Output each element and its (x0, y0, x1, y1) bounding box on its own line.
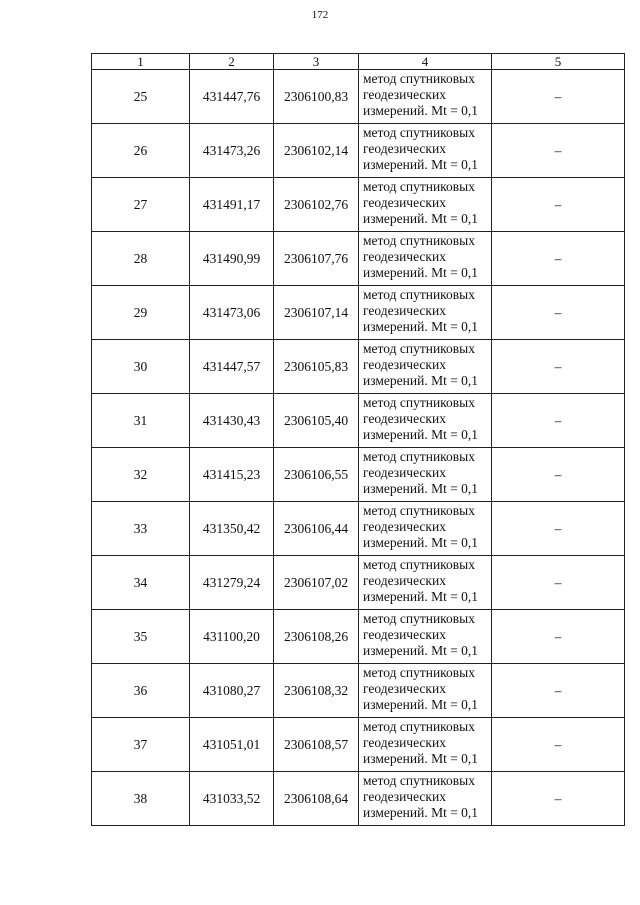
method-text-line: геодезических (363, 681, 446, 696)
method-text-line: измерений. Mt = 0,1 (363, 103, 479, 118)
table-row (92, 448, 625, 502)
table-row (92, 70, 625, 124)
method-text-line: геодезических (363, 141, 446, 156)
point-number-cell: 31 (92, 394, 190, 448)
point-number-cell: 37 (92, 718, 190, 772)
table-row (92, 286, 625, 340)
coordinate-y-cell: 2306100,83 (274, 70, 359, 124)
method-cell (359, 502, 492, 556)
table-row (92, 718, 625, 772)
point-number-cell: 35 (92, 610, 190, 664)
method-text-line: измерений. Mt = 0,1 (363, 805, 479, 820)
method-text-line: метод спутниковых (363, 557, 475, 572)
method-text-line: геодезических (363, 357, 446, 372)
method-text-line: геодезических (363, 789, 446, 804)
method-text-line: метод спутниковых (363, 719, 475, 734)
extra-cell: – (492, 502, 625, 556)
extra-cell: – (492, 718, 625, 772)
method-text-line: геодезических (363, 195, 446, 210)
coordinate-y-cell: 2306105,40 (274, 394, 359, 448)
method-cell (359, 124, 492, 178)
method-cell (359, 772, 492, 826)
extra-cell: – (492, 448, 625, 502)
extra-cell: – (492, 178, 625, 232)
table-row (92, 772, 625, 826)
method-cell (359, 556, 492, 610)
coordinate-y-cell: 2306108,26 (274, 610, 359, 664)
table-row (92, 178, 625, 232)
page-number: 172 (311, 9, 329, 21)
method-text-line: измерений. Mt = 0,1 (363, 643, 479, 658)
extra-cell: – (492, 286, 625, 340)
method-cell (359, 340, 492, 394)
method-text-line: геодезических (363, 87, 446, 102)
coordinate-y-cell: 2306107,14 (274, 286, 359, 340)
point-number-cell: 34 (92, 556, 190, 610)
table-row (92, 394, 625, 448)
method-cell (359, 718, 492, 772)
method-text-line: метод спутниковых (363, 665, 475, 680)
extra-cell: – (492, 394, 625, 448)
method-text-line: измерений. Mt = 0,1 (363, 265, 479, 280)
method-text-line: измерений. Mt = 0,1 (363, 373, 479, 388)
coordinate-x-cell: 431415,23 (190, 448, 274, 502)
coordinate-y-cell: 2306102,14 (274, 124, 359, 178)
method-text-line: измерений. Mt = 0,1 (363, 751, 479, 766)
table-row (92, 232, 625, 286)
method-cell (359, 394, 492, 448)
coordinate-y-cell: 2306108,57 (274, 718, 359, 772)
coordinate-x-cell: 431491,17 (190, 178, 274, 232)
coordinate-x-cell: 431473,06 (190, 286, 274, 340)
method-cell (359, 286, 492, 340)
method-text-line: метод спутниковых (363, 773, 475, 788)
method-text-line: измерений. Mt = 0,1 (363, 697, 479, 712)
method-text-line: геодезических (363, 249, 446, 264)
coordinate-y-cell: 2306108,32 (274, 664, 359, 718)
coordinate-x-cell: 431447,57 (190, 340, 274, 394)
method-cell (359, 610, 492, 664)
method-text-line: измерений. Mt = 0,1 (363, 589, 479, 604)
column-header-x: 2 (190, 54, 274, 70)
column-header-extra: 5 (492, 54, 625, 70)
method-text-line: геодезических (363, 627, 446, 642)
method-text-line: метод спутниковых (363, 449, 475, 464)
coordinate-y-cell: 2306107,76 (274, 232, 359, 286)
point-number-cell: 30 (92, 340, 190, 394)
method-text-line: метод спутниковых (363, 125, 475, 140)
method-cell (359, 664, 492, 718)
coordinate-x-cell: 431033,52 (190, 772, 274, 826)
method-cell (359, 178, 492, 232)
coordinate-x-cell: 431350,42 (190, 502, 274, 556)
coordinate-y-cell: 2306106,55 (274, 448, 359, 502)
method-text-line: измерений. Mt = 0,1 (363, 211, 479, 226)
method-text-line: метод спутниковых (363, 341, 475, 356)
method-text-line: геодезических (363, 519, 446, 534)
column-header-y: 3 (274, 54, 359, 70)
point-number-cell: 32 (92, 448, 190, 502)
coordinate-y-cell: 2306105,83 (274, 340, 359, 394)
method-text-line: геодезических (363, 735, 446, 750)
coordinate-y-cell: 2306108,64 (274, 772, 359, 826)
point-number-cell: 28 (92, 232, 190, 286)
extra-cell: – (492, 556, 625, 610)
point-number-cell: 27 (92, 178, 190, 232)
point-number-cell: 38 (92, 772, 190, 826)
coordinate-x-cell: 431430,43 (190, 394, 274, 448)
table-header-row (92, 54, 625, 70)
coordinate-x-cell: 431080,27 (190, 664, 274, 718)
point-number-cell: 26 (92, 124, 190, 178)
method-text-line: метод спутниковых (363, 233, 475, 248)
method-text-line: геодезических (363, 573, 446, 588)
extra-cell: – (492, 124, 625, 178)
method-text-line: метод спутниковых (363, 503, 475, 518)
method-text-line: геодезических (363, 465, 446, 480)
table-row (92, 610, 625, 664)
method-text-line: измерений. Mt = 0,1 (363, 319, 479, 334)
coordinate-y-cell: 2306102,76 (274, 178, 359, 232)
method-text-line: метод спутниковых (363, 71, 475, 86)
extra-cell: – (492, 232, 625, 286)
coordinate-x-cell: 431100,20 (190, 610, 274, 664)
table-row (92, 556, 625, 610)
extra-cell: – (492, 70, 625, 124)
point-number-cell: 25 (92, 70, 190, 124)
point-number-cell: 33 (92, 502, 190, 556)
coordinate-y-cell: 2306107,02 (274, 556, 359, 610)
method-cell (359, 232, 492, 286)
method-text-line: метод спутниковых (363, 179, 475, 194)
column-header-point-number: 1 (92, 54, 190, 70)
method-text-line: измерений. Mt = 0,1 (363, 535, 479, 550)
table-row (92, 502, 625, 556)
method-text-line: метод спутниковых (363, 287, 475, 302)
method-text-line: геодезических (363, 411, 446, 426)
method-text-line: измерений. Mt = 0,1 (363, 481, 479, 496)
table-row (92, 124, 625, 178)
coordinate-x-cell: 431051,01 (190, 718, 274, 772)
method-text-line: измерений. Mt = 0,1 (363, 427, 479, 442)
coordinate-x-cell: 431473,26 (190, 124, 274, 178)
point-number-cell: 29 (92, 286, 190, 340)
method-text-line: метод спутниковых (363, 395, 475, 410)
extra-cell: – (492, 664, 625, 718)
point-number-cell: 36 (92, 664, 190, 718)
method-text-line: измерений. Mt = 0,1 (363, 157, 479, 172)
coordinates-table (91, 53, 625, 826)
method-text-line: метод спутниковых (363, 611, 475, 626)
coordinate-x-cell: 431490,99 (190, 232, 274, 286)
coordinate-x-cell: 431447,76 (190, 70, 274, 124)
extra-cell: – (492, 610, 625, 664)
coordinate-y-cell: 2306106,44 (274, 502, 359, 556)
table-row (92, 664, 625, 718)
method-cell (359, 448, 492, 502)
coordinate-x-cell: 431279,24 (190, 556, 274, 610)
method-cell (359, 70, 492, 124)
method-text-line: геодезических (363, 303, 446, 318)
column-header-method: 4 (359, 54, 492, 70)
extra-cell: – (492, 340, 625, 394)
table-row (92, 340, 625, 394)
extra-cell: – (492, 772, 625, 826)
